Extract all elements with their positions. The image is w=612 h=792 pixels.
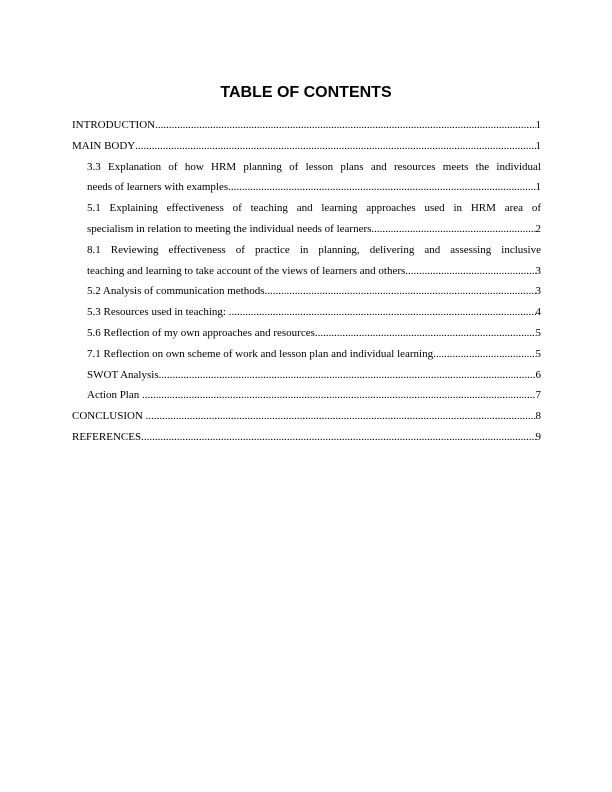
toc-entry-row: [87, 344, 541, 365]
toc-entry-row: [72, 136, 541, 157]
toc-entry-label: CONCLUSION: [72, 410, 146, 423]
toc-entry-row: [87, 365, 541, 386]
toc-page-number: 9: [535, 430, 541, 443]
toc-page-number: 3: [535, 264, 541, 277]
toc-page-number: 4: [535, 306, 541, 319]
toc-entry-label: needs of learners with examples: [87, 181, 229, 194]
toc-entry-row: [87, 281, 541, 302]
toc-page-number: 1: [535, 139, 541, 152]
dot-leader: [228, 177, 535, 198]
toc-entry-row: [72, 427, 541, 448]
toc-entry-row: [72, 115, 541, 136]
toc-entry-label: specialism in relation to meeting the individual needs of learners: [87, 222, 372, 235]
dot-leader: [229, 302, 536, 323]
toc-entry[interactable]: [72, 115, 541, 136]
toc-entry[interactable]: [72, 344, 541, 365]
table-of-contents: [72, 115, 541, 448]
toc-page-number: 3: [535, 285, 541, 298]
toc-entry-row: [87, 385, 541, 406]
dot-leader: [265, 281, 536, 302]
dot-leader: [155, 115, 535, 136]
toc-entry[interactable]: [72, 157, 541, 199]
dot-leader: [371, 219, 535, 240]
toc-entry-label: 5.2 Analysis of communication methods: [87, 285, 265, 298]
dot-leader: [146, 406, 536, 427]
toc-page-number: 2: [535, 222, 541, 235]
dot-leader: [433, 344, 535, 365]
toc-entry[interactable]: [72, 198, 541, 240]
toc-entry[interactable]: [72, 365, 541, 386]
toc-entry-label: SWOT Analysis: [87, 368, 159, 381]
dot-leader: [141, 427, 535, 448]
toc-entry-row: [87, 219, 541, 240]
toc-entry-row: [87, 261, 541, 282]
toc-page-number: 5: [535, 347, 541, 360]
toc-entry-label-line: 8.1 Reviewing effectiveness of practice in planning, delivering and assessing inclusive: [87, 243, 541, 256]
toc-entry-label: 7.1 Reflection on own scheme of work and lesson plan and individual learning: [87, 347, 434, 360]
dot-leader: [135, 136, 535, 157]
toc-entry-label: REFERENCES: [72, 430, 142, 443]
toc-page-number: 1: [535, 119, 541, 131]
toc-page-number: 7: [535, 389, 541, 402]
toc-entry[interactable]: [72, 240, 541, 282]
toc-entry-label-line: 3.3 Explanation of how HRM planning of lesson plans and resources meets the individual: [87, 160, 541, 173]
dot-leader: [405, 261, 535, 282]
toc-entry-label: 5.6 Reflection of my own approaches and resources: [87, 326, 315, 339]
toc-entry[interactable]: [72, 323, 541, 344]
toc-entry-label: MAIN BODY: [72, 139, 136, 152]
dot-leader: [315, 323, 536, 344]
toc-page-number: 1: [535, 181, 541, 194]
toc-page-number: 6: [535, 368, 541, 381]
toc-entry[interactable]: [72, 427, 541, 448]
toc-entry-label: INTRODUCTION: [72, 119, 156, 131]
toc-entry-label: Action Plan: [87, 389, 142, 402]
toc-entry-row: [87, 177, 541, 198]
toc-entry[interactable]: [72, 406, 541, 427]
toc-title: TABLE OF CONTENTS: [220, 84, 392, 101]
toc-entry-row: [87, 323, 541, 344]
toc-entry-row: [72, 406, 541, 427]
toc-entry-label: teaching and learning to take account of the views of learners and others: [87, 264, 406, 277]
dot-leader: [142, 385, 536, 406]
toc-entry-label-line: 5.1 Explaining effectiveness of teaching and learning approaches used in HRM area of: [87, 202, 541, 215]
toc-entry-row: [87, 302, 541, 323]
dot-leader: [159, 365, 536, 386]
toc-entry[interactable]: [72, 302, 541, 323]
toc-entry[interactable]: [72, 281, 541, 302]
toc-entry-label: 5.3 Resources used in teaching:: [87, 306, 229, 319]
toc-entry[interactable]: [72, 385, 541, 406]
toc-page-number: 8: [535, 410, 541, 423]
toc-entry[interactable]: [72, 136, 541, 157]
toc-page-number: 5: [535, 326, 541, 339]
